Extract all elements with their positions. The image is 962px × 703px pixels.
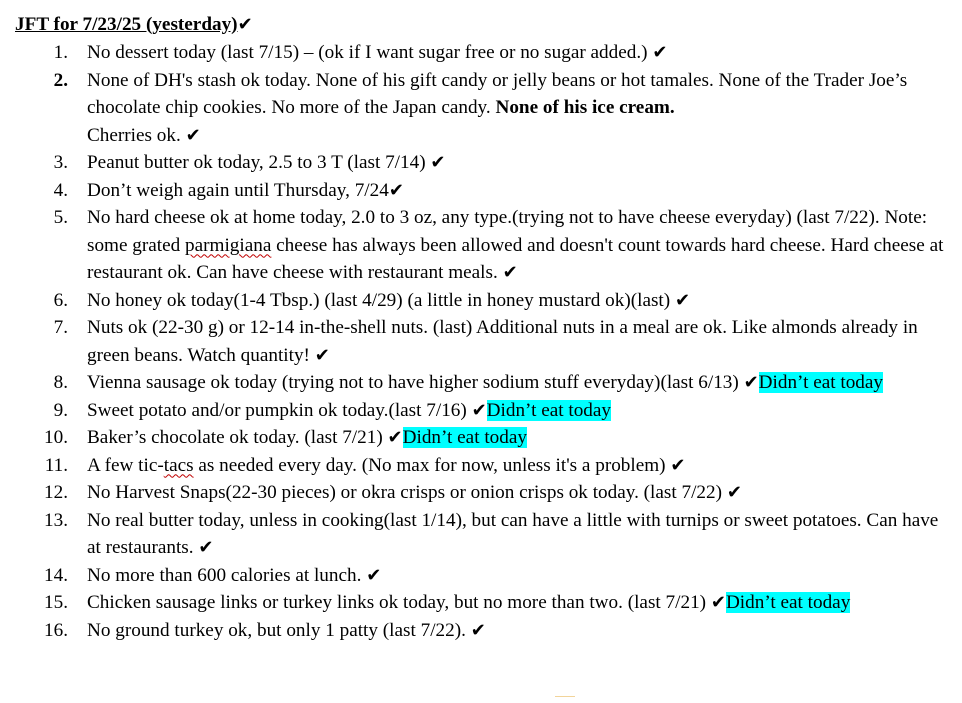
item-text: Sweet potato and/or pumpkin ok today.(last 7/16) <box>87 399 467 421</box>
check-mark-icon: ✔ <box>674 289 691 311</box>
item-text: No more than 600 calories at lunch. <box>87 564 362 586</box>
spellcheck-word: parmigiana <box>185 234 272 256</box>
item-number: 16. <box>44 619 68 641</box>
item-text: Peanut butter ok today, 2.5 to 3 T (last 7/14) <box>87 152 426 173</box>
item-bold-text: None of his ice cream. <box>495 97 675 118</box>
item-number: 10. <box>44 427 68 448</box>
item-text: No real butter today, unless in cooking(last 1/14), but can have a little with turnips or sweet potatoes. Can have at restaurants. <box>87 509 939 558</box>
check-mark-icon: ✔ <box>470 619 486 641</box>
check-mark-icon: ✔ <box>237 14 253 35</box>
item-text: None of DH's stash ok today. None of his gift candy or jelly beans or hot tamales. None of the Trader Joe’s chocolate chip cookies. No more of the Japan candy. <box>87 69 908 118</box>
check-mark-icon: ✔ <box>670 454 686 476</box>
item-text: No ground turkey ok, but only 1 patty (last 7/22). <box>87 619 466 641</box>
list-item <box>0 397 962 425</box>
check-mark-icon: ✔ <box>314 344 330 366</box>
title-text: JFT for 7/23/25 (yesterday) <box>15 14 238 35</box>
item-text: No Harvest Snaps(22-30 pieces) or okra crisps or onion crisps ok today. (last 7/22) <box>87 482 723 503</box>
item-number: 2. <box>53 69 68 91</box>
list-item <box>0 149 962 177</box>
item-text-after: as needed every day. (No max for now, unless it's a problem) <box>198 454 666 476</box>
list-item <box>0 617 962 645</box>
check-mark-icon: ✔ <box>726 482 742 503</box>
list-item <box>0 287 962 315</box>
list-item <box>0 67 962 150</box>
check-mark-icon: ✔ <box>652 42 668 63</box>
document-title <box>15 11 253 38</box>
list-item <box>0 507 962 562</box>
item-number: 6. <box>53 289 68 311</box>
list-item <box>0 204 962 287</box>
item-number: 3. <box>53 152 68 173</box>
highlighted-note: Didn’t eat today <box>725 592 851 613</box>
item-text: No hard cheese ok at home today, 2.0 to 3 oz, any type.(trying not to have cheese everyday) (last 7/22). Note: some grated <box>87 207 928 256</box>
item-text: Vienna sausage ok today (trying not to have higher sodium stuff everyday)(last 6/13) <box>87 372 739 393</box>
check-mark-icon: ✔ <box>430 152 446 173</box>
item-number: 15. <box>44 592 68 613</box>
list-item <box>0 452 962 480</box>
item-number: 1. <box>53 42 68 63</box>
item-number: 9. <box>53 399 68 421</box>
check-mark-icon: ✔ <box>185 124 201 146</box>
list-item <box>0 369 962 397</box>
item-number: 14. <box>44 564 68 586</box>
spellcheck-word: tacs <box>163 454 194 476</box>
item-number: 12. <box>44 482 68 503</box>
item-text: Chicken sausage links or turkey links ok today, but no more than two. (last 7/21) <box>87 592 707 613</box>
item-text: No honey ok today(1-4 Tbsp.) (last 4/29) (a little in honey mustard ok)(last) <box>87 289 671 311</box>
item-number: 8. <box>53 372 68 393</box>
list-item <box>0 39 962 67</box>
check-mark-icon: ✔ <box>366 564 382 586</box>
item-text: Don’t weigh again until Thursday, 7/24 <box>87 179 389 201</box>
list-item <box>0 479 962 507</box>
highlighted-note: Didn’t eat today <box>486 399 612 421</box>
item-text: Nuts ok (22-30 g) or 12-14 in-the-shell nuts. (last) Additional nuts in a meal are ok. Like almonds already in green beans. Watch quantity! <box>87 317 918 366</box>
item-text: No dessert today (last 7/15) – (ok if I want sugar free or no sugar added.) <box>87 42 648 63</box>
list-item <box>0 177 962 205</box>
list-item <box>0 589 962 617</box>
highlighted-note: Didn’t eat today <box>758 372 884 393</box>
check-mark-icon: ✔ <box>502 262 518 283</box>
check-mark-icon: ✔ <box>710 592 726 613</box>
highlighted-note: Didn’t eat today <box>402 427 527 448</box>
list-item <box>0 424 962 452</box>
list-item <box>0 314 962 369</box>
item-number: 5. <box>53 207 68 228</box>
item-text-after: Cherries ok. <box>87 124 181 146</box>
item-number: 7. <box>53 317 68 338</box>
check-mark-icon: ✔ <box>198 537 214 558</box>
check-mark-icon: ✔ <box>387 427 403 448</box>
list-item <box>0 562 962 590</box>
check-mark-icon: ✔ <box>471 399 487 421</box>
item-text: Baker’s chocolate ok today. (last 7/21) <box>87 427 383 448</box>
item-text: A few tic- <box>87 454 164 476</box>
rules-list <box>0 39 962 644</box>
item-number: 11. <box>44 454 68 476</box>
check-mark-icon: ✔ <box>743 372 759 393</box>
item-number: 4. <box>53 179 68 201</box>
item-number: 13. <box>44 509 68 531</box>
item-text-after: cheese has always been allowed and doesn't count towards hard cheese. Hard cheese at restaurant ok. Can have cheese with restaurant meals. <box>87 234 944 283</box>
check-mark-icon: ✔ <box>388 179 404 201</box>
